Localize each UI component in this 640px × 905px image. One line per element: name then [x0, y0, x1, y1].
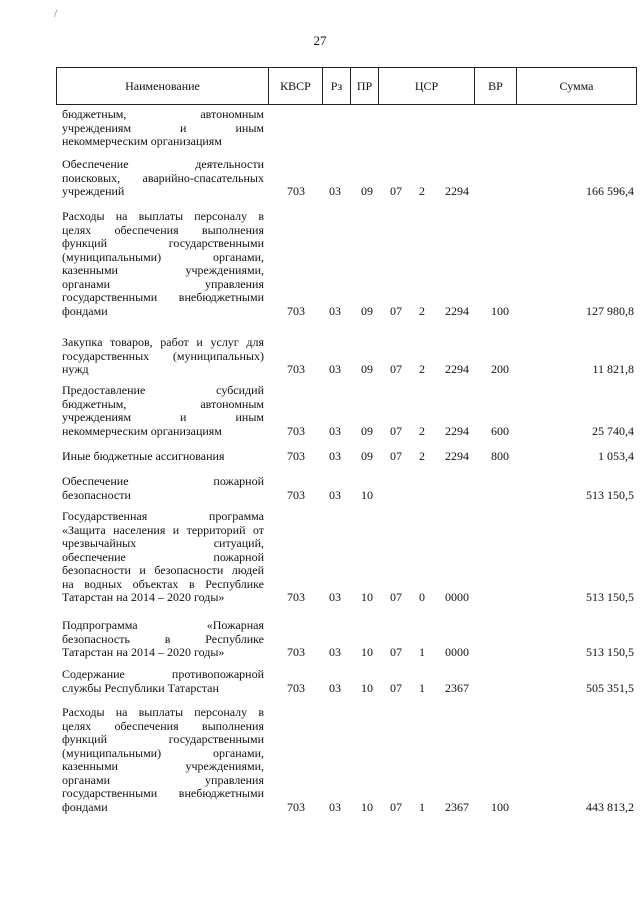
- row-name-line: безопасность в Республике: [62, 631, 264, 646]
- header-rz: Рз: [323, 68, 351, 105]
- row-name: [62, 668, 264, 695]
- header-vr: ВР: [475, 68, 517, 105]
- cell-vr: 600: [491, 423, 509, 438]
- cell-sum: 505 351,5: [586, 680, 634, 695]
- cell-csr1: 07: [390, 362, 402, 376]
- cell-rz: 03: [329, 487, 341, 502]
- row-name-line: (муниципальными) органами,: [62, 745, 264, 760]
- row-name-line: целях обеспечения выполнения: [62, 718, 264, 733]
- cell-vr: 800: [491, 449, 509, 463]
- cell-csr1: 07: [390, 590, 402, 604]
- row-name-line: органами управления: [62, 772, 264, 787]
- stray-pen-mark: /: [54, 6, 58, 20]
- row-name-line: Расходы на выплаты персоналу в: [62, 705, 264, 719]
- cell-csr2: 2: [419, 362, 425, 376]
- cell-csr2: 1: [419, 799, 425, 814]
- cell-kvsr: 703: [287, 799, 305, 814]
- row-name-line: Предоставление субсидий: [62, 383, 264, 397]
- cell-csr3: 2294: [445, 362, 469, 376]
- row-name-line: нужд: [62, 362, 89, 376]
- row-name-line: фондами: [62, 303, 108, 318]
- row-name-line: функций государственными: [62, 732, 264, 746]
- cell-sum: 1 053,4: [598, 449, 634, 463]
- row-name-line: безопасности: [62, 487, 131, 502]
- row-name-line: учреждениям и иным: [62, 120, 264, 135]
- row-name-line: на водных объектах в Республике: [62, 576, 264, 591]
- cell-kvsr: 703: [287, 303, 305, 318]
- cell-kvsr: 703: [287, 184, 305, 198]
- row-name-line: государственными внебюджетными: [62, 290, 264, 304]
- row-name-line: Закупка товаров, работ и услуг для: [62, 335, 264, 349]
- row-name-line: Подпрограмма «Пожарная: [62, 618, 264, 632]
- cell-csr1: 07: [390, 680, 402, 695]
- cell-rz: 03: [329, 680, 341, 695]
- cell-rz: 03: [329, 799, 341, 814]
- cell-rz: 03: [329, 590, 341, 604]
- cell-pr: 10: [361, 680, 373, 695]
- cell-csr3: 2367: [445, 680, 469, 695]
- row-name-line: Содержание противопожарной: [62, 667, 264, 681]
- cell-kvsr: 703: [287, 362, 305, 376]
- row-name-line: бюджетным, автономным: [62, 107, 264, 121]
- row-name: [62, 450, 264, 464]
- cell-sum: 513 150,5: [586, 487, 634, 502]
- cell-csr1: 07: [390, 449, 402, 463]
- row-name: [62, 108, 264, 149]
- row-name-line: некоммерческим организациям: [62, 134, 222, 148]
- cell-pr: 10: [361, 799, 373, 814]
- header-csr: ЦСР: [379, 68, 475, 105]
- cell-vr: 100: [491, 303, 509, 318]
- row-name-line: Татарстан на 2014 – 2020 годы»: [62, 590, 225, 604]
- row-name-line: Обеспечение пожарной: [62, 474, 264, 488]
- cell-kvsr: 703: [287, 645, 305, 659]
- cell-rz: 03: [329, 362, 341, 376]
- cell-sum: 443 813,2: [586, 799, 634, 814]
- row-name-line: Иные бюджетные ассигнования: [62, 449, 225, 463]
- cell-csr3: 2294: [445, 449, 469, 463]
- cell-csr1: 07: [390, 645, 402, 659]
- row-name-line: чрезвычайных ситуаций,: [62, 536, 264, 550]
- cell-csr2: 2: [419, 303, 425, 318]
- cell-rz: 03: [329, 423, 341, 438]
- row-name-line: службы Республики Татарстан: [62, 680, 219, 695]
- row-name-line: поисковых, аварийно-спасательных: [62, 170, 264, 185]
- cell-kvsr: 703: [287, 487, 305, 502]
- row-name-line: обеспечение пожарной: [62, 549, 264, 564]
- cell-pr: 09: [361, 184, 373, 198]
- cell-csr3: 2294: [445, 184, 469, 198]
- row-name-line: казенными учреждениями,: [62, 759, 264, 773]
- cell-pr: 09: [361, 423, 373, 438]
- row-name-line: функций государственными: [62, 236, 264, 250]
- cell-rz: 03: [329, 303, 341, 318]
- cell-csr3: 2367: [445, 799, 469, 814]
- header-kvsr: КВСР: [269, 68, 323, 105]
- cell-csr3: 2294: [445, 303, 469, 318]
- cell-kvsr: 703: [287, 423, 305, 438]
- cell-sum: 513 150,5: [586, 590, 634, 604]
- cell-sum: 513 150,5: [586, 645, 634, 659]
- cell-pr: 09: [361, 362, 373, 376]
- cell-csr3: 0000: [445, 590, 469, 604]
- cell-kvsr: 703: [287, 449, 305, 463]
- cell-csr2: 1: [419, 645, 425, 659]
- row-name: [62, 475, 264, 502]
- cell-csr1: 07: [390, 799, 402, 814]
- cell-kvsr: 703: [287, 680, 305, 695]
- row-name-line: Татарстан на 2014 – 2020 годы»: [62, 645, 225, 659]
- header-name: Наименование: [57, 68, 269, 105]
- row-name-line: государственными внебюджетными: [62, 786, 264, 800]
- cell-csr3: 0000: [445, 645, 469, 659]
- row-name-line: Обеспечение деятельности: [62, 157, 264, 171]
- cell-vr: 200: [491, 362, 509, 376]
- row-name-line: органами управления: [62, 276, 264, 291]
- cell-csr2: 2: [419, 423, 425, 438]
- page-number: 27: [313, 33, 327, 48]
- cell-pr: 10: [361, 645, 373, 659]
- cell-sum: 25 740,4: [592, 423, 634, 438]
- cell-sum: 11 821,8: [592, 362, 634, 376]
- cell-csr1: 07: [390, 184, 402, 198]
- cell-sum: 166 596,4: [586, 184, 634, 198]
- row-name: [62, 158, 264, 199]
- row-name-line: казенными учреждениями,: [62, 263, 264, 277]
- cell-csr1: 07: [390, 303, 402, 318]
- row-name: [62, 336, 264, 377]
- row-name-line: (муниципальными) органами,: [62, 249, 264, 264]
- cell-rz: 03: [329, 645, 341, 659]
- cell-pr: 10: [361, 487, 373, 502]
- row-name-line: учреждениям и иным: [62, 410, 264, 424]
- row-name: [62, 510, 264, 605]
- row-name-line: безопасности и безопасности людей: [62, 563, 264, 577]
- row-name-line: Расходы на выплаты персоналу в: [62, 209, 264, 223]
- row-name-line: Государственная программа: [62, 509, 264, 523]
- cell-vr: 100: [491, 799, 509, 814]
- row-name-line: учреждений: [62, 184, 125, 198]
- header-sum: Сумма: [517, 68, 637, 105]
- cell-kvsr: 703: [287, 590, 305, 604]
- cell-rz: 03: [329, 184, 341, 198]
- cell-csr2: 2: [419, 449, 425, 463]
- cell-rz: 03: [329, 449, 341, 463]
- cell-pr: 09: [361, 303, 373, 318]
- row-name-line: некоммерческим организациям: [62, 423, 222, 438]
- cell-pr: 10: [361, 590, 373, 604]
- cell-csr2: 2: [419, 184, 425, 198]
- cell-csr2: 1: [419, 680, 425, 695]
- cell-pr: 09: [361, 449, 373, 463]
- row-name-line: фондами: [62, 799, 108, 814]
- cell-csr3: 2294: [445, 423, 469, 438]
- row-name-line: «Защита населения и территорий от: [62, 522, 264, 537]
- row-name-line: бюджетным, автономным: [62, 396, 264, 411]
- cell-sum: 127 980,8: [586, 303, 634, 318]
- row-name: [62, 619, 264, 660]
- row-name: [62, 706, 264, 814]
- row-name: [62, 384, 264, 438]
- row-name-line: государственных (муниципальных): [62, 348, 264, 363]
- header-pr: ПР: [351, 68, 379, 105]
- row-name: [62, 210, 264, 318]
- row-name-line: целях обеспечения выполнения: [62, 222, 264, 237]
- cell-csr2: 0: [419, 590, 425, 604]
- cell-csr1: 07: [390, 423, 402, 438]
